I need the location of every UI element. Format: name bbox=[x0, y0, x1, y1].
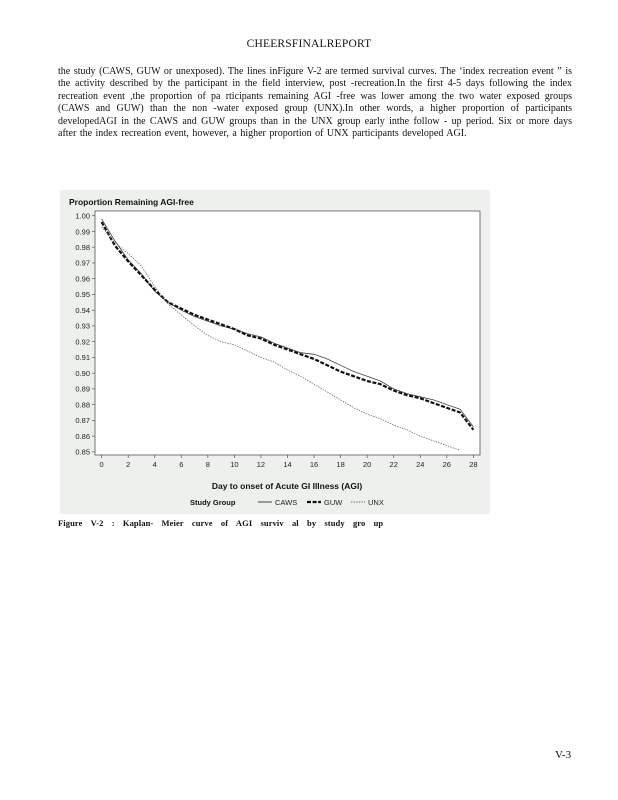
y-tick-label: 1.00 bbox=[75, 211, 90, 221]
x-tick-label: 4 bbox=[152, 460, 157, 469]
y-tick-label: 0.92 bbox=[75, 337, 90, 347]
body-paragraph: the study (CAWS, GUW or unexposed). The lines inFigure V-2 are termed survival curves. The ‘index recreation event ” is the activity described by the participant in the field interview, post -recreation.In the first 4-5 days following the index recreation event ,the proportion of pa rticipants remaining AGI -free was lower among the two water exposed groups (CAWS and GUW) than the non -water exposed group (UNX).In other words, a higher proportion of participants developedAGI in the CAWS and GUW groups than in the UNX group early inthe follow - up period. Six or more days after the index recreation event, however, a higher proportion of UNX participants developed AGI. bbox=[58, 66, 572, 140]
y-tick-label: 0.98 bbox=[75, 243, 90, 253]
x-tick-label: 22 bbox=[389, 460, 398, 469]
y-tick-label: 0.99 bbox=[75, 227, 90, 237]
legend-title: Study Group bbox=[190, 498, 236, 507]
y-tick-label: 0.93 bbox=[75, 321, 90, 331]
y-tick-label: 0.91 bbox=[75, 353, 90, 363]
y-tick-label: 0.88 bbox=[75, 400, 90, 410]
y-tick-label: 0.89 bbox=[75, 384, 90, 394]
legend-label-unx: UNX bbox=[368, 498, 384, 507]
x-tick-label: 10 bbox=[230, 460, 239, 469]
survival-chart bbox=[60, 190, 490, 514]
y-tick-label: 0.94 bbox=[75, 305, 90, 315]
y-tick-label: 0.97 bbox=[75, 258, 90, 268]
y-tick-label: 0.87 bbox=[75, 416, 90, 426]
x-axis-label: Day to onset of Acute GI Illness (AGI) bbox=[211, 481, 363, 491]
y-tick-label: 0.86 bbox=[75, 431, 90, 441]
x-tick-label: 2 bbox=[126, 460, 131, 469]
x-tick-label: 20 bbox=[362, 460, 372, 469]
y-tick-label: 0.90 bbox=[75, 368, 90, 378]
y-tick-label: 0.96 bbox=[75, 274, 90, 284]
x-tick-label: 24 bbox=[416, 460, 425, 469]
report-header: CHEERSFINALREPORT bbox=[246, 38, 372, 50]
legend-label-guw: GUW bbox=[324, 498, 343, 507]
legend-label-caws: CAWS bbox=[275, 498, 298, 507]
x-tick-label: 14 bbox=[283, 460, 292, 469]
figure-caption: Figure V-2 : Kaplan- Meier curve of AGI surviv al by study gro up bbox=[58, 518, 384, 528]
x-tick-label: 8 bbox=[205, 460, 210, 469]
page-number: V-3 bbox=[555, 749, 572, 761]
x-tick-label: 28 bbox=[469, 460, 478, 469]
plot-area bbox=[95, 211, 480, 455]
x-tick-label: 26 bbox=[442, 460, 451, 469]
y-tick-label: 0.85 bbox=[75, 447, 90, 457]
x-tick-label: 12 bbox=[256, 460, 266, 469]
x-tick-label: 18 bbox=[336, 460, 345, 469]
survival-chart-figure bbox=[60, 190, 490, 514]
x-tick-label: 6 bbox=[179, 460, 184, 469]
y-tick-label: 0.95 bbox=[75, 290, 90, 300]
x-tick-label: 16 bbox=[309, 460, 319, 469]
chart-title: Proportion Remaining AGI-free bbox=[69, 197, 194, 207]
x-tick-label: 0 bbox=[99, 460, 104, 469]
